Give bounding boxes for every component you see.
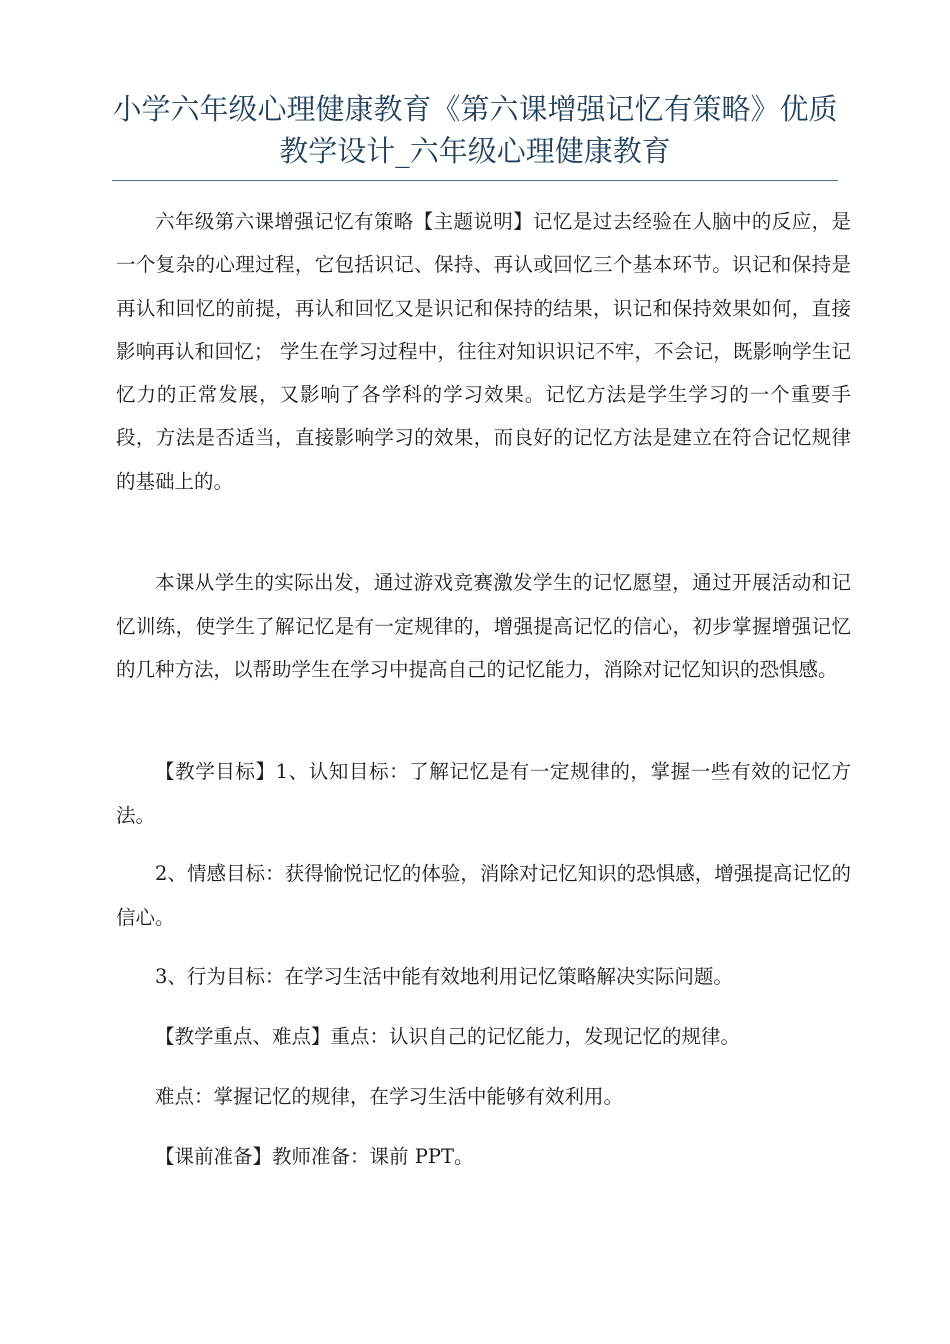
paragraph-preparation [116,1135,851,1179]
paragraph-theme-description [116,200,851,503]
paragraph-key-points [116,1015,851,1059]
title-divider [112,180,838,181]
paragraph-emotional-goal [116,852,851,940]
paragraph-text: 本课从学生的实际出发，通过游戏竞赛激发学生的记忆愿望，通过开展活动和记忆训练，使学生了解记忆是有一定规律的，增强提高记忆的信心，初步掌握增强记忆的几种方法，以帮助学生在学习中提高自己的记忆能力，消除对记忆知识的恐惧感。 [116,571,851,681]
paragraph-text: 难点：掌握记忆的规律，在学习生活中能够有效利用。 [155,1085,624,1108]
paragraph-text: 【教学目标】1、认知目标：了解记忆是有一定规律的，掌握一些有效的记忆方法。 [116,760,851,827]
paragraph-text: 2、情感目标：获得愉悦记忆的体验，消除对记忆知识的恐惧感，增强提高记忆的信心。 [116,862,851,929]
paragraph-teaching-goals [116,750,851,838]
paragraph-text: 【教学重点、难点】重点：认识自己的记忆能力，发现记忆的规律。 [155,1025,741,1048]
paragraph-text: 六年级第六课增强记忆有策略【主题说明】记忆是过去经验在人脑中的反应，是一个复杂的心理过程，它包括识记、保持、再认或回忆三个基本环节。识记和保持是再认和回忆的前提，再认和回忆又是识记和保持的结果，识记和保持效果如何，直接影响再认和回忆； 学生在学习过程中，往往对知识识记不牢，不会记，既影响学生记忆力的正常发展，又影响了各学科的学习效果。记忆方法是学生学习的一个重要手段，方法是否适当，直接影响学习的效果，而良好的记忆方法是建立在符合记忆规律的基础上的。 [116,210,851,493]
paragraph-lesson-approach [116,561,851,692]
paragraph-text: 【课前准备】教师准备：课前 PPT。 [155,1145,474,1168]
paragraph-behavior-goal [116,955,851,999]
document-title: 小学六年级心理健康教育《第六课增强记忆有策略》优质教学设计_六年级心理健康教育 [112,92,838,168]
paragraph-text: 3、行为目标：在学习生活中能有效地利用记忆策略解决实际问题。 [155,965,733,988]
paragraph-difficulties [116,1075,851,1119]
